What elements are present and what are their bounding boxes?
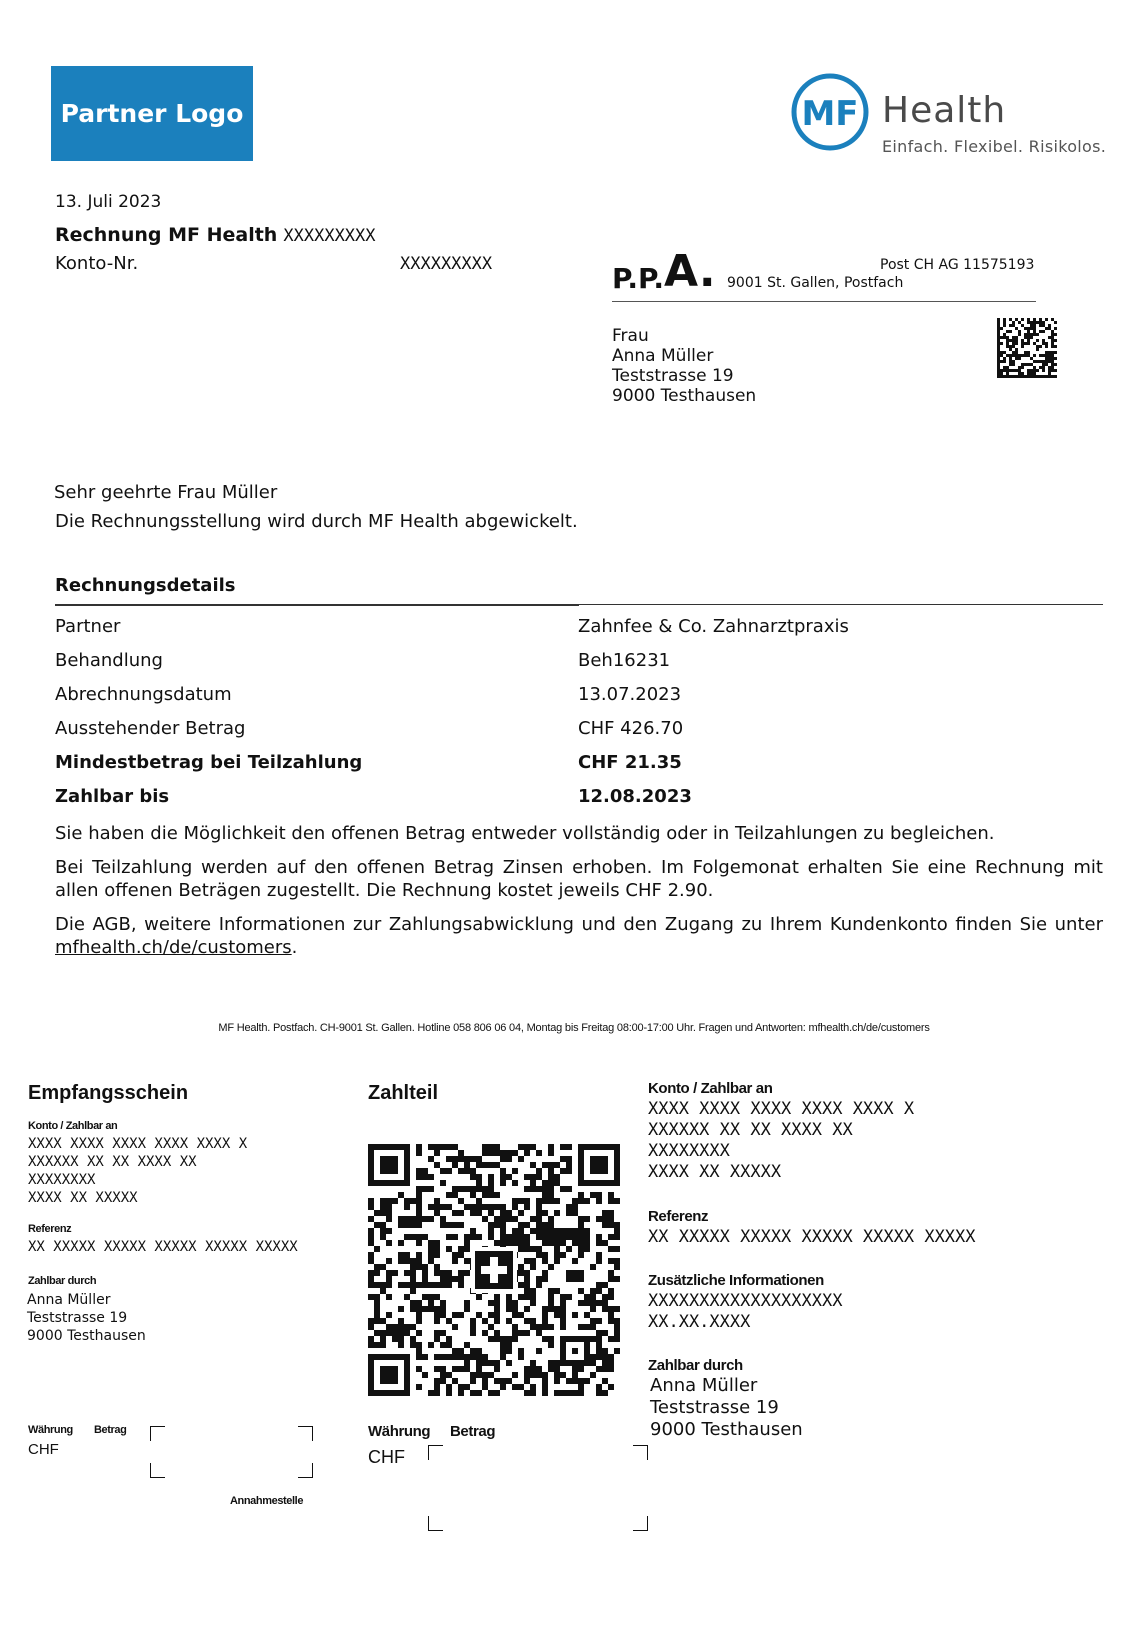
details-label: Partner [55,615,121,637]
account-label: Konto-Nr. [55,253,139,274]
receipt-currency-label: Währung [28,1424,73,1436]
payment-payable-by [650,1375,803,1441]
post-reference: Post CH AG 11575193 [880,257,1035,273]
receipt-currency: CHF [28,1441,59,1458]
receipt-account-line: XXXXXX XX XX XXXX XX [28,1154,197,1170]
postal-divider [612,301,1036,302]
payment-amount-field[interactable] [428,1445,648,1531]
payment-account [648,1099,914,1183]
details-value: Zahnfee & Co. Zahnarztpraxis [578,615,849,637]
mf-logo-word: Health [882,90,1007,131]
terms-text: Die AGB, weitere Informationen zur Zahlungsabwicklung und den Zugang zu Ihrem Kundenkonto finden Sie unter [55,914,1103,935]
payment-additional-info [648,1291,842,1333]
receipt-account-line: XXXX XX XXXXX [28,1190,138,1206]
details-value: CHF 426.70 [578,717,684,739]
payment-additional-line: XXXXXXXXXXXXXXXXXXX [648,1291,843,1311]
details-value: 13.07.2023 [578,683,682,705]
details-rule-right [579,604,1103,605]
greeting: Sehr geehrte Frau Müller [54,482,278,503]
details-row [55,609,1103,643]
customers-link[interactable]: mfhealth.ch/de/customers [55,937,292,958]
intro-text: Die Rechnungsstellung wird durch MF Health abgewickelt. [55,511,578,532]
account-value: XXXXXXXXX [400,254,493,274]
ppa-pp: P.P. [612,262,665,295]
details-row [55,643,1103,677]
payment-payer-name: Anna Müller [650,1375,758,1396]
receipt-payer-city: 9000 Testhausen [27,1328,146,1344]
swiss-qr-code [368,1144,620,1396]
receipt-payable-by [27,1291,146,1345]
payment-amount-label: Betrag [450,1423,496,1440]
payment-title: Zahlteil [368,1082,439,1104]
mf-slogan: Einfach. Flexibel. Risikolos. [882,137,1107,156]
recipient-city: 9000 Testhausen [612,386,757,406]
details-label: Mindestbetrag bei Teilzahlung [55,751,363,773]
receipt-acceptance-point: Annahmestelle [230,1495,304,1507]
receipt-reference-label: Referenz [28,1223,72,1235]
details-value: 12.08.2023 [578,785,692,807]
receipt-amount-label: Betrag [94,1424,127,1436]
letter-date: 13. Juli 2023 [55,192,162,212]
details-table [55,609,1103,813]
details-label: Behandlung [55,649,163,671]
ppa-a: A. [664,246,716,297]
receipt-amount-field[interactable] [150,1426,313,1478]
details-value: Beh16231 [578,649,671,671]
receipt-reference: XX XXXXX XXXXX XXXXX XXXXX XXXXX [28,1239,298,1255]
paragraph-options: Sie haben die Möglichkeit den offenen Betrag entweder vollständig oder in Teilzahlungen zu begleichen. [55,823,995,844]
receipt-account-line: XXXX XXXX XXXX XXXX XXXX X [28,1136,248,1152]
payment-additional-line: XX.XX.XXXX [648,1312,751,1332]
receipt-account-label: Konto / Zahlbar an [28,1120,118,1132]
payment-currency: CHF [368,1447,405,1467]
details-row [55,677,1103,711]
details-rule [55,604,579,606]
terms-end: . [291,937,298,958]
invoice-title: Rechnung MF Health [55,224,278,246]
payment-account-label: Konto / Zahlbar an [648,1080,773,1097]
details-row [55,711,1103,745]
payment-currency-label: Währung [368,1423,431,1440]
details-row [55,779,1103,813]
recipient-name: Anna Müller [612,346,714,366]
receipt-account [28,1135,247,1207]
mf-logo-circle [788,72,880,152]
details-label: Zahlbar bis [55,785,170,807]
payment-account-line: XXXX XX XXXXX [648,1162,782,1182]
receipt-payer-street: Teststrasse 19 [27,1310,128,1326]
paragraph-terms [55,913,1103,959]
recipient-street: Teststrasse 19 [612,366,734,386]
payment-reference: XX XXXXX XXXXX XXXXX XXXXX XXXXX [648,1227,976,1247]
footer-contact: MF Health. Postfach. CH-9001 St. Gallen. Hotline 058 806 06 04, Montag bis Freitag 08:00-17:00 Uhr. Fragen und Antworten: mfhealth.ch/de/customers [218,1022,930,1034]
ppa-mark [612,246,716,297]
datamatrix-code [997,318,1057,378]
payment-account-line: XXXX XXXX XXXX XXXX XXXX X [648,1099,915,1119]
receipt-payer-name: Anna Müller [27,1292,111,1308]
partner-logo [51,66,253,161]
details-row [55,745,1103,779]
payment-payable-by-label: Zahlbar durch [648,1357,743,1374]
payment-reference-label: Referenz [648,1208,709,1225]
payment-payer-city: 9000 Testhausen [650,1419,803,1440]
receipt-payable-by-label: Zahlbar durch [28,1275,97,1287]
details-value: CHF 21.35 [578,751,682,773]
mf-logo-initials: MF [801,94,859,134]
paragraph-partial-payment: Bei Teilzahlung werden auf den offenen Betrag Zinsen erhoben. Im Folgemonat erhalten Sie eine Rechnung mit allen offenen Beträgen zugestellt. Die Rechnung kostet jeweils CHF 2.90. [55,857,1103,901]
partner-logo-text: Partner Logo [60,99,244,128]
recipient-salutation: Frau [612,326,649,346]
sender-place: 9001 St. Gallen, Postfach [727,275,904,291]
receipt-account-line: XXXXXXXX [28,1172,96,1188]
payment-account-line: XXXXXXXX [648,1141,730,1161]
recipient-address [612,326,756,406]
payment-account-line: XXXXXX XX XX XXXX XX [648,1120,853,1140]
details-heading: Rechnungsdetails [55,575,236,596]
invoice-number: XXXXXXXXX [283,226,376,246]
payment-additional-label: Zusätzliche Informationen [648,1272,824,1289]
details-label: Ausstehender Betrag [55,717,246,739]
details-label: Abrechnungsdatum [55,683,232,705]
payment-payer-street: Teststrasse 19 [650,1397,779,1418]
receipt-title: Empfangsschein [28,1082,189,1104]
